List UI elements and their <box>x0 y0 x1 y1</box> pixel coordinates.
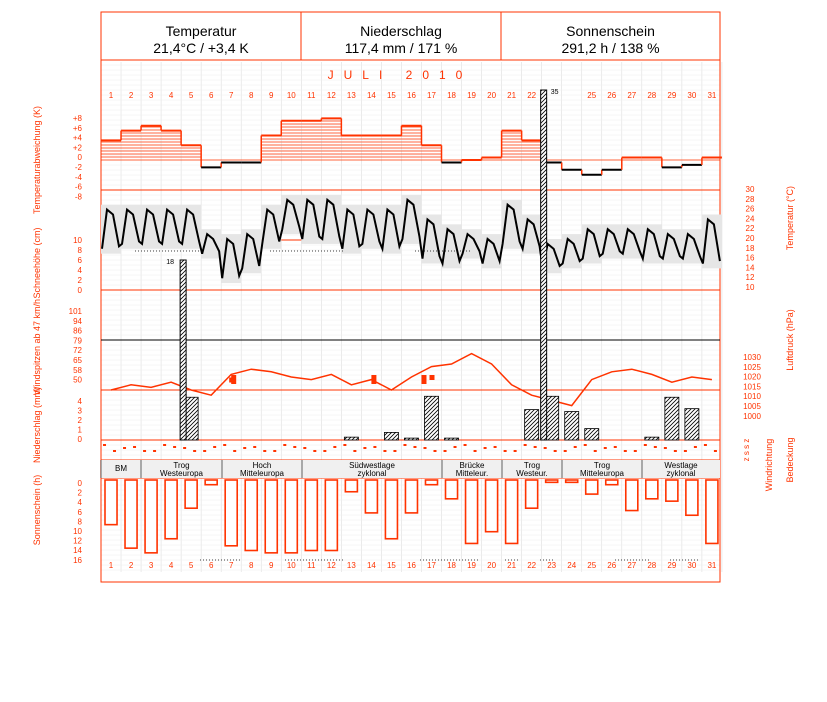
cloud-dot <box>253 446 256 448</box>
sunshine-bar <box>526 480 538 508</box>
ylabel-wind-dir: Windrichtung <box>764 438 774 492</box>
cloud-dot <box>273 450 276 452</box>
cloud-dot <box>714 450 717 452</box>
wind-gust-marker <box>421 375 426 384</box>
temp-tick: 10 <box>745 283 755 292</box>
cloud-dot <box>694 446 697 448</box>
temp-tick: 30 <box>745 185 755 194</box>
day-label-bottom: 7 <box>228 561 234 570</box>
sunshine-tick: 8 <box>77 517 82 527</box>
ylabel-temp: Temperatur (°C) <box>785 185 795 251</box>
sunshine-bar <box>105 480 117 525</box>
temp-tick: 22 <box>745 224 755 234</box>
day-label-bottom: 2 <box>128 561 134 570</box>
precip-bar <box>344 437 358 440</box>
sunshine-bar <box>405 480 417 513</box>
day-label-top: 7 <box>228 91 234 100</box>
day-label-top: 16 <box>407 91 416 100</box>
cloud-dot <box>353 450 356 452</box>
day-label-bottom: 31 <box>707 561 717 570</box>
precip-bar <box>424 396 438 440</box>
sunshine-tick: 2 <box>77 488 82 498</box>
sunshine-tick: 16 <box>73 555 82 565</box>
cloud-dot <box>534 446 537 448</box>
wind-dir-dot <box>484 447 487 449</box>
precip-bar <box>404 438 418 440</box>
weather-type-label: zyklonal <box>666 469 696 478</box>
sunshine-bar <box>546 480 558 482</box>
precip-bar <box>645 437 659 440</box>
sunshine-bar <box>425 480 437 485</box>
day-label-top: 22 <box>527 91 537 100</box>
day-label-bottom: 19 <box>467 561 477 570</box>
cloud-dot <box>634 450 637 452</box>
sunshine-tick: 6 <box>77 507 82 517</box>
wind-dir-dot <box>624 450 627 452</box>
day-label-top: 27 <box>627 91 637 100</box>
day-label-bottom: 16 <box>407 561 416 570</box>
anomaly-tick: +6 <box>72 123 82 133</box>
day-label-top: 5 <box>188 91 194 100</box>
wind-tick: 79 <box>73 336 82 346</box>
ylabel-precip: Niederschlag (mm) <box>32 386 42 464</box>
precip-max-label: 18 <box>166 259 175 266</box>
day-label-bottom: 20 <box>487 561 497 570</box>
precip-tick: 2 <box>77 416 82 425</box>
sunshine-bar <box>606 480 618 485</box>
cloud-dot <box>393 450 396 452</box>
precip-bar <box>525 410 539 440</box>
wind-dir-dot <box>143 450 146 452</box>
weather-type-label: Mitteleur. <box>455 469 489 478</box>
wind-tick: 50 <box>73 375 82 385</box>
pressure-tick: 1015 <box>743 382 761 392</box>
wind-dir-dot <box>343 444 346 446</box>
sunshine-bar <box>345 480 357 492</box>
wind-dir-dot <box>163 444 166 446</box>
cloud-dot <box>333 446 336 448</box>
header-sunshine-value: 291,2 h / 138 % <box>561 40 660 56</box>
cloud-dot <box>213 446 216 448</box>
precip-bar <box>685 409 699 440</box>
cloud-dot <box>173 446 176 448</box>
weather-type-label: Südwestlage <box>349 461 395 470</box>
wind-dir-dot <box>704 444 707 446</box>
anomaly-tick: -2 <box>74 163 82 172</box>
day-label-top: 12 <box>326 91 336 100</box>
sunshine-bar <box>265 480 277 553</box>
day-label-top: 8 <box>248 91 254 100</box>
sunshine-bar <box>646 480 658 499</box>
day-label-bottom: 18 <box>447 561 456 570</box>
sunshine-bar <box>285 480 297 553</box>
wind-dir-dot <box>644 444 647 446</box>
snow-tick: 2 <box>77 276 82 285</box>
weather-type-label: Mitteleuropa <box>579 469 625 478</box>
temp-tick: 28 <box>745 194 755 204</box>
sunshine-bar <box>365 480 377 513</box>
anomaly-tick: +8 <box>72 114 82 123</box>
sunshine-tick: 0 <box>77 479 82 488</box>
wind-dir-dot <box>123 447 126 449</box>
anomaly-tick: -4 <box>74 172 82 182</box>
pressure-tick: 1025 <box>743 362 761 372</box>
sunshine-bar <box>325 480 337 551</box>
cloud-dot <box>153 450 156 452</box>
precip-bar <box>665 397 679 440</box>
day-label-top: 20 <box>487 91 497 100</box>
precip-spike <box>180 260 186 440</box>
cloud-dot <box>293 446 296 448</box>
sunshine-bar <box>305 480 317 551</box>
anomaly-tick: +4 <box>72 133 82 143</box>
sunshine-bar <box>185 480 197 508</box>
precip-tick: 4 <box>77 397 82 406</box>
chart-title: JULI 2010 <box>327 68 473 82</box>
snow-tick: 4 <box>77 266 82 275</box>
sunshine-bar <box>225 480 237 546</box>
sunshine-bar <box>626 480 638 511</box>
weather-type-label: Mitteleuropa <box>239 469 285 478</box>
sunshine-bar <box>486 480 498 532</box>
temp-tick: 18 <box>745 243 755 253</box>
day-label-top: 2 <box>128 91 134 100</box>
day-label-bottom: 21 <box>507 561 517 570</box>
wind-letters: z s s z <box>742 438 751 462</box>
day-label-top: 9 <box>269 91 274 100</box>
day-label-bottom: 17 <box>427 561 436 570</box>
day-label-bottom: 5 <box>188 561 194 570</box>
day-label-bottom: 13 <box>346 561 356 570</box>
wind-dir-dot <box>243 447 246 449</box>
cloud-dot <box>233 450 236 452</box>
day-label-top: 14 <box>366 91 376 100</box>
ylabel-sunshine: Sonnenschein (h) <box>32 474 42 546</box>
sunshine-bar <box>706 480 718 543</box>
temp-tick: 12 <box>745 273 755 283</box>
wind-dir-dot <box>183 447 186 449</box>
day-label-top: 31 <box>707 91 717 100</box>
weather-type-label: zyklonal <box>357 469 387 478</box>
temp-tick: 24 <box>745 214 755 224</box>
wind-dir-dot <box>403 444 406 446</box>
snow-tick: 6 <box>77 256 82 265</box>
header-precipitation-label: Niederschlag <box>360 23 442 39</box>
wind-dir-dot <box>604 447 607 449</box>
sunshine-bar <box>145 480 157 553</box>
precip-tick: 0 <box>77 435 82 444</box>
day-label-bottom: 8 <box>248 561 254 570</box>
sunshine-bar <box>385 480 397 539</box>
day-label-top: 29 <box>667 91 677 100</box>
sunshine-bar <box>506 480 518 543</box>
cloud-dot <box>113 450 116 452</box>
cloud-dot <box>454 446 457 448</box>
header-precipitation-value: 117,4 mm / 171 % <box>344 40 458 56</box>
cloud-dot <box>193 450 196 452</box>
day-label-bottom: 10 <box>286 561 296 570</box>
day-label-top: 21 <box>507 91 517 100</box>
cloud-dot <box>514 450 517 452</box>
snow-tick: 10 <box>73 236 82 245</box>
wind-dir-dot <box>664 447 667 449</box>
temp-tick: 20 <box>745 234 755 243</box>
cloud-dot <box>494 446 497 448</box>
day-label-bottom: 23 <box>547 561 557 570</box>
wind-dir-dot <box>363 447 366 449</box>
wind-gust-marker <box>371 375 376 384</box>
cloud-dot <box>433 450 436 452</box>
wind-dir-dot <box>444 450 447 452</box>
day-label-bottom: 1 <box>108 561 114 570</box>
sunshine-tick: 14 <box>73 546 82 556</box>
wind-dir-dot <box>323 450 326 452</box>
day-label-bottom: 26 <box>607 561 617 570</box>
wind-tick: 101 <box>68 307 82 316</box>
precip-max-label: 35 <box>550 89 559 96</box>
ylabel-wind: Windspitzen ab 47 km/h <box>32 298 42 396</box>
day-label-bottom: 29 <box>667 561 677 570</box>
wind-dir-dot <box>383 450 386 452</box>
sunshine-bar <box>205 480 217 485</box>
sunshine-bar <box>446 480 458 499</box>
ylabel-cloud: Bedeckung <box>785 437 795 483</box>
day-label-bottom: 22 <box>527 561 537 570</box>
day-label-top: 13 <box>346 91 356 100</box>
wind-dir-dot <box>564 450 567 452</box>
precip-tick: 3 <box>77 406 82 416</box>
ylabel-snow: Schneehöhe (cm) <box>32 227 42 299</box>
day-label-bottom: 28 <box>647 561 657 570</box>
day-label-top: 26 <box>607 91 617 100</box>
cloud-dot <box>313 450 316 452</box>
wind-dir-dot <box>223 444 226 446</box>
day-label-top: 10 <box>286 91 296 100</box>
sunshine-bar <box>165 480 177 539</box>
sunshine-tick: 10 <box>73 527 82 536</box>
sunshine-bar <box>586 480 598 494</box>
weather-type-label: Westeuropa <box>160 469 203 478</box>
wind-dir-dot <box>524 444 527 446</box>
wind-dir-dot <box>423 447 426 449</box>
pressure-tick: 1020 <box>743 372 761 382</box>
anomaly-tick: 0 <box>77 153 82 163</box>
weather-type-label: Trog <box>593 461 611 470</box>
pressure-tick: 1005 <box>743 402 761 411</box>
day-label-top: 18 <box>447 91 456 100</box>
day-label-top: 30 <box>687 91 697 100</box>
wind-dir-dot <box>584 444 587 446</box>
precip-spike <box>541 90 547 440</box>
day-label-bottom: 11 <box>307 561 316 570</box>
precip-bar <box>384 432 398 440</box>
sunshine-tick: 12 <box>73 536 82 546</box>
weather-type-label: Trog <box>523 461 541 470</box>
day-label-top: 28 <box>647 91 657 100</box>
snow-tick: 0 <box>77 286 82 295</box>
cloud-dot <box>373 446 376 448</box>
sunshine-bar <box>566 480 578 482</box>
sunshine-tick: 4 <box>77 498 82 508</box>
day-label-bottom: 27 <box>627 561 637 570</box>
pressure-tick: 1000 <box>743 411 761 421</box>
day-label-top: 1 <box>108 91 114 100</box>
header-temperature-label: Temperatur <box>165 23 237 39</box>
day-label-top: 6 <box>208 91 214 100</box>
anomaly-tick: -6 <box>74 182 82 192</box>
anomaly-tick: -8 <box>74 192 82 202</box>
ylabel-pressure: Luftdruck (hPa) <box>785 309 795 371</box>
day-label-bottom: 4 <box>168 561 174 570</box>
day-label-top: 17 <box>427 91 436 100</box>
wind-gust-bar <box>429 375 434 380</box>
wind-tick: 65 <box>73 356 82 365</box>
sunshine-bar <box>466 480 478 543</box>
cloud-dot <box>413 446 416 448</box>
precip-tick: 1 <box>77 425 82 435</box>
cloud-dot <box>614 446 617 448</box>
pressure-tick: 1030 <box>743 353 761 362</box>
cloud-dot <box>474 450 477 452</box>
cloud-dot <box>554 450 557 452</box>
day-label-bottom: 30 <box>687 561 697 570</box>
temp-tick: 14 <box>745 263 755 273</box>
weather-type-label: Westeur. <box>516 469 548 478</box>
cloud-dot <box>574 446 577 448</box>
wind-tick: 72 <box>73 346 82 356</box>
wind-dir-dot <box>504 450 507 452</box>
precip-bar <box>585 429 599 440</box>
cloud-dot <box>654 446 657 448</box>
weather-type-label: Westlage <box>664 461 698 470</box>
day-label-bottom: 15 <box>386 561 396 570</box>
wind-tick: 58 <box>73 365 82 375</box>
sunshine-bar <box>245 480 257 551</box>
header-temperature-value: 21,4°C / +3,4 K <box>153 40 249 56</box>
day-label-bottom: 9 <box>269 561 274 570</box>
precip-bar <box>565 412 579 441</box>
wind-dir-dot <box>464 444 467 446</box>
sunshine-bar <box>686 480 698 515</box>
temp-tick: 26 <box>745 204 755 214</box>
weather-type-label: Brücke <box>459 461 485 470</box>
day-label-top: 11 <box>307 91 316 100</box>
cloud-dot <box>594 450 597 452</box>
day-label-bottom: 12 <box>326 561 336 570</box>
day-label-top: 25 <box>587 91 597 100</box>
day-label-top: 15 <box>386 91 396 100</box>
pressure-tick: 1010 <box>743 392 761 402</box>
wind-dir-dot <box>544 447 547 449</box>
wind-tick: 94 <box>73 316 82 326</box>
precip-bar <box>445 438 459 440</box>
wind-dir-dot <box>684 450 687 452</box>
wind-dir-dot <box>263 450 266 452</box>
wind-dir-dot <box>283 444 286 446</box>
sunshine-bar <box>666 480 678 501</box>
weather-type-label: Hoch <box>252 461 272 470</box>
weather-type-label: Trog <box>173 461 190 470</box>
snow-tick: 8 <box>77 246 82 255</box>
cloud-dot <box>133 446 136 448</box>
wind-dir-dot <box>303 447 306 449</box>
day-label-bottom: 14 <box>366 561 376 570</box>
day-label-bottom: 3 <box>148 561 154 570</box>
cloud-dot <box>674 450 677 452</box>
day-label-top: 4 <box>168 91 174 100</box>
wind-dir-dot <box>103 444 106 446</box>
day-label-top: 3 <box>148 91 154 100</box>
wind-tick: 86 <box>73 326 82 336</box>
day-label-bottom: 24 <box>567 561 577 570</box>
temp-tick: 16 <box>745 253 755 263</box>
day-label-top: 19 <box>467 91 477 100</box>
sunshine-bar <box>125 480 137 548</box>
header-sunshine-label: Sonnenschein <box>566 23 655 39</box>
wind-gust-marker <box>231 375 236 384</box>
anomaly-tick: +2 <box>72 143 82 153</box>
day-label-bottom: 6 <box>208 561 214 570</box>
ylabel-anomaly: Temperaturabweichung (K) <box>32 105 42 215</box>
weather-type-label: BM <box>115 464 127 473</box>
wind-dir-dot <box>203 450 206 452</box>
day-label-bottom: 25 <box>587 561 597 570</box>
